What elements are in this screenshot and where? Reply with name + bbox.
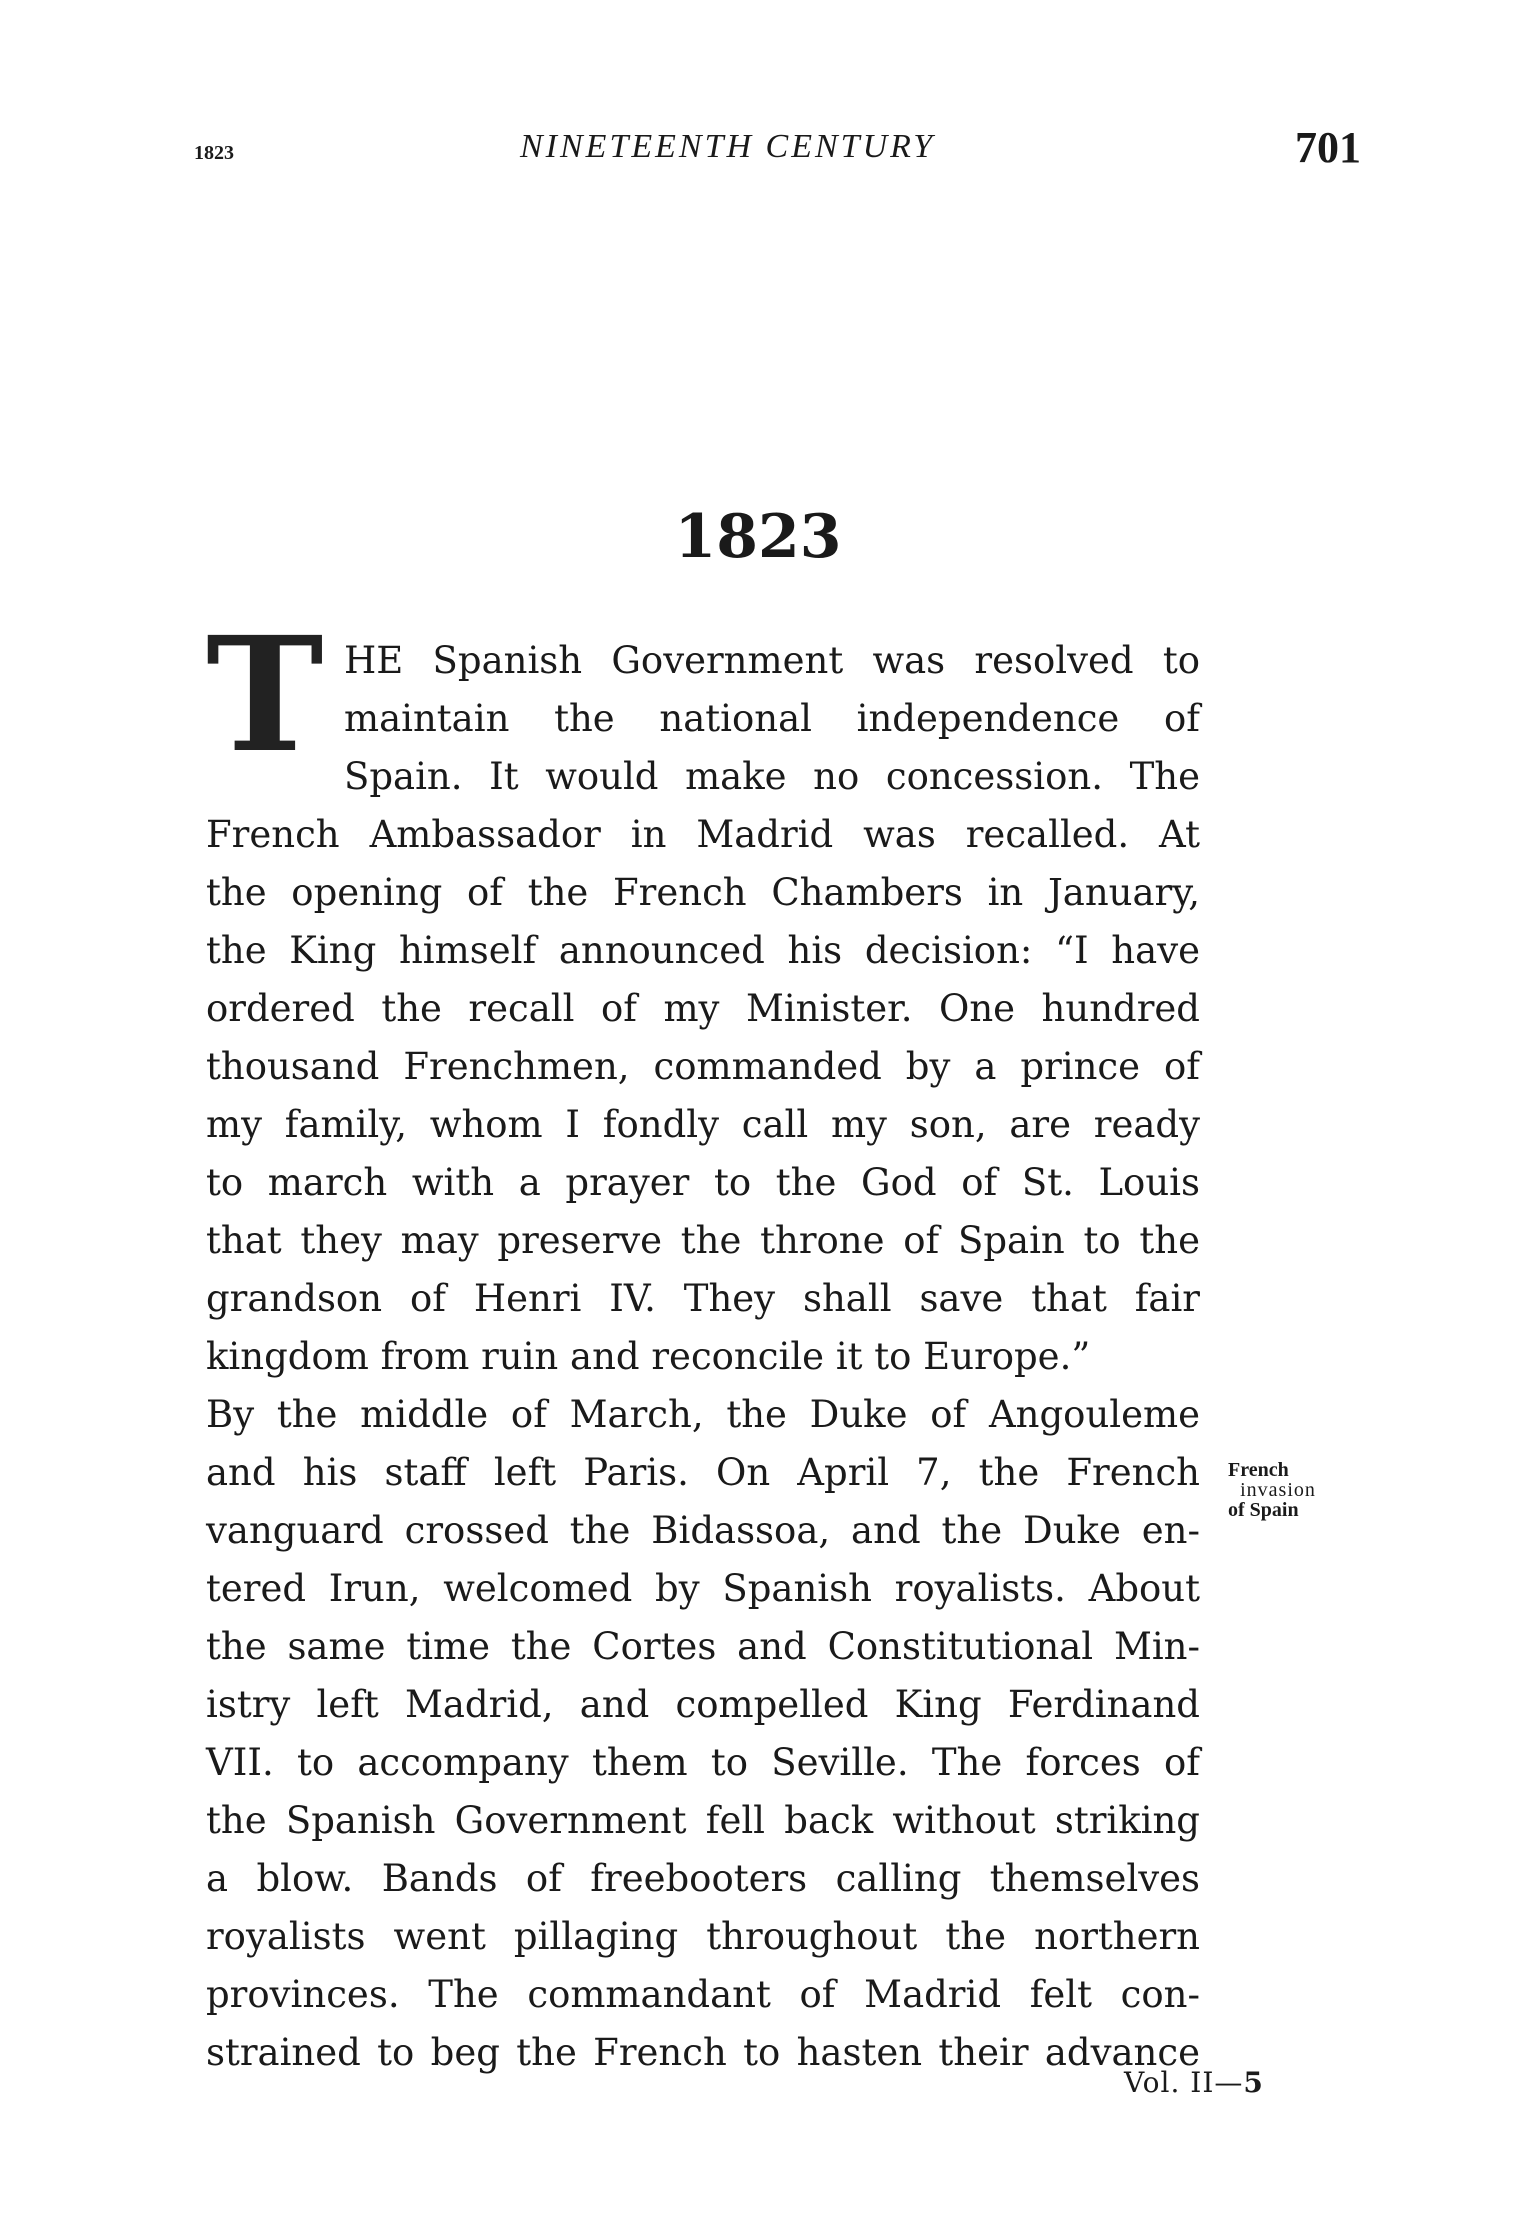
margin-note-line: of Spain <box>1228 1499 1299 1521</box>
body-line: to march with a prayer to the God of St. Louis <box>206 1161 1200 1204</box>
body-line: French Ambassador in Madrid was recalled. At <box>206 813 1200 856</box>
body-line: vanguard crossed the Bidassoa, and the Duke en- <box>206 1509 1200 1552</box>
signature-number: 5 <box>1243 2066 1264 2099</box>
body-line: the same time the Cortes and Constitutional Min- <box>206 1625 1200 1668</box>
body-line: the King himself announced his decision: “I have <box>206 929 1200 972</box>
margin-note-line: invasion <box>1240 1479 1316 1501</box>
signature-mark <box>1124 2066 1264 2099</box>
page-number: 701 <box>1295 123 1361 172</box>
running-head-year: 1823 <box>194 142 234 164</box>
body-line: tered Irun, welcomed by Spanish royalists. About <box>206 1567 1200 1610</box>
body-line: HE Spanish Government was resolved to <box>344 639 1200 682</box>
body-line: the Spanish Government fell back without striking <box>206 1799 1200 1842</box>
body-line: the opening of the French Chambers in January, <box>206 871 1200 914</box>
body-line: Spain. It would make no concession. The <box>344 755 1200 798</box>
body-line: By the middle of March, the Duke of Angouleme <box>206 1393 1200 1436</box>
chapter-heading: 1823 <box>674 502 842 572</box>
running-head <box>0 123 1516 178</box>
signature-volume: Vol. II <box>1124 2066 1215 2099</box>
margin-note <box>1228 1460 1338 1520</box>
body-line: provinces. The commandant of Madrid felt con- <box>206 1973 1200 2016</box>
body-line: that they may preserve the throne of Spain to the <box>206 1219 1200 1262</box>
body-line: strained to beg the French to hasten their advance <box>206 2031 1200 2074</box>
body-line: ordered the recall of my Minister. One hundred <box>206 987 1200 1030</box>
running-head-title: NINETEENTH CENTURY <box>520 128 936 165</box>
margin-note-line: French <box>1228 1459 1289 1481</box>
drop-cap: T <box>206 603 324 788</box>
body-line: my family, whom I fondly call my son, are ready <box>206 1103 1200 1146</box>
signature-dash: — <box>1214 2066 1244 2099</box>
body-text <box>206 632 1200 2082</box>
body-line: istry left Madrid, and compelled King Ferdinand <box>206 1683 1200 1726</box>
body-line: royalists went pillaging throughout the northern <box>206 1915 1200 1958</box>
body-line: grandson of Henri IV. They shall save that fair <box>206 1277 1200 1320</box>
body-line: thousand Frenchmen, commanded by a prince of <box>206 1045 1200 1088</box>
body-line: and his staff left Paris. On April 7, the French <box>206 1451 1200 1494</box>
body-line: kingdom from ruin and reconcile it to Europe.” <box>206 1335 1091 1378</box>
body-line: maintain the national independence of <box>344 697 1200 740</box>
body-line: VII. to accompany them to Seville. The forces of <box>206 1741 1200 1784</box>
body-line: a blow. Bands of freebooters calling themselves <box>206 1857 1200 1900</box>
